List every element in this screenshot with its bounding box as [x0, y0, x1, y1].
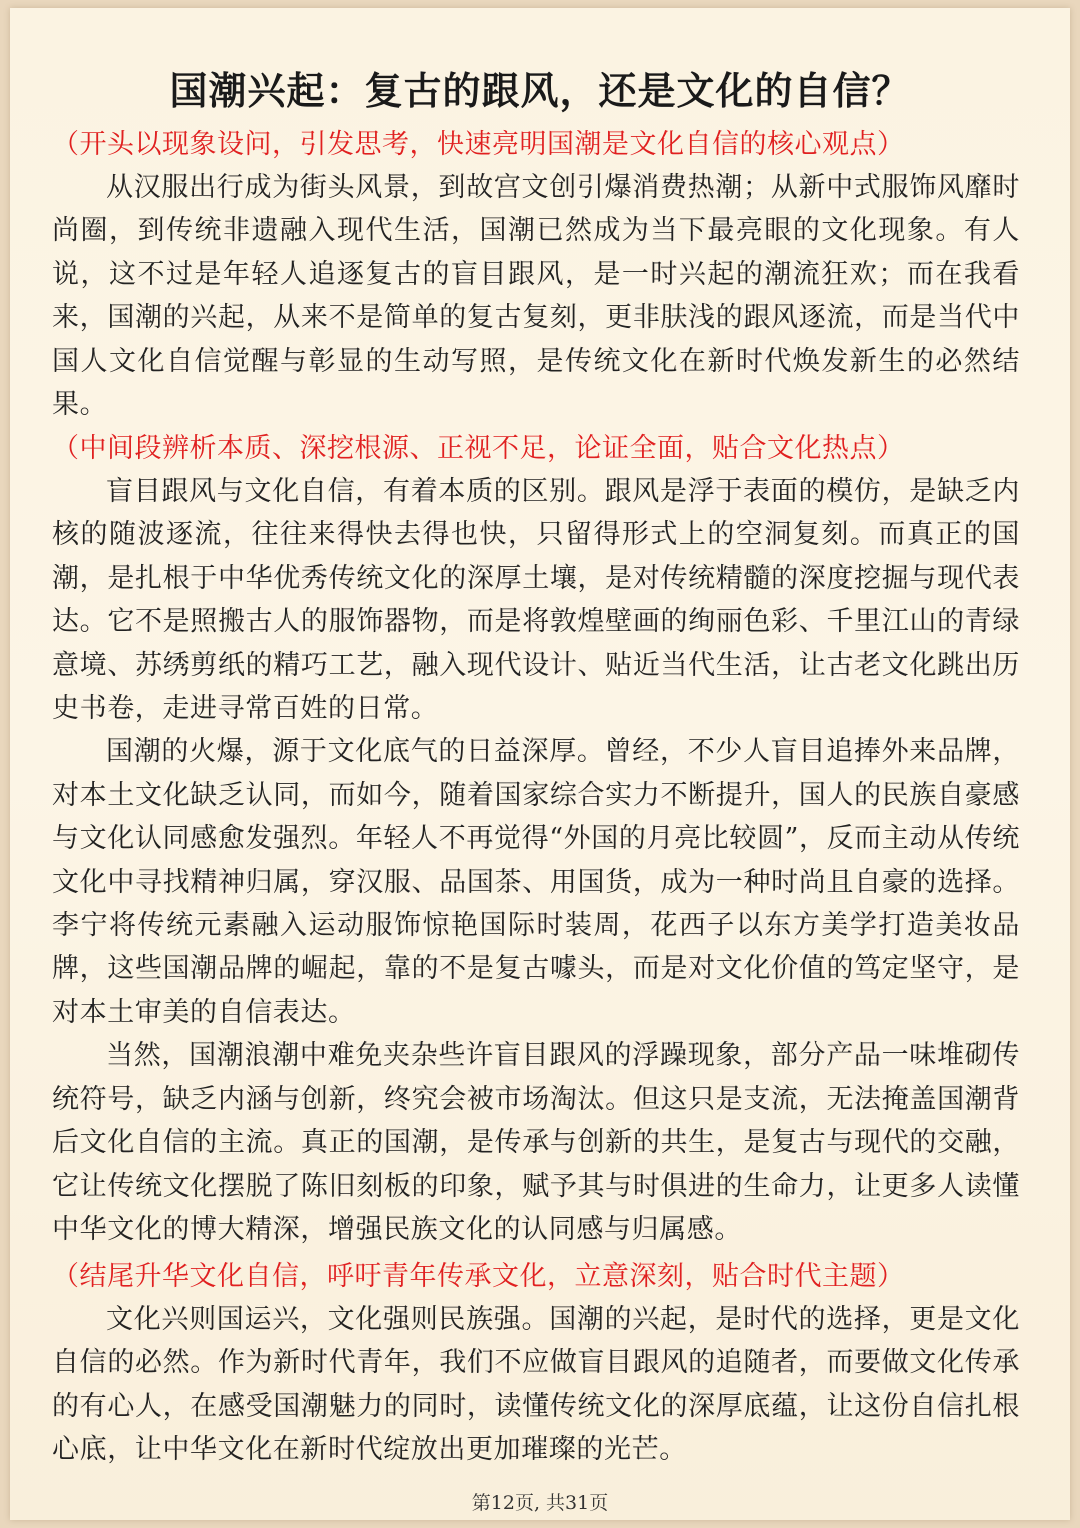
- paragraph-roots: 国潮的火爆，源于文化底气的日益深厚。曾经，不少人盲目追捧外来品牌，对本土文化缺乏认同，而如今，随着国家综合实力不断提升，国人的民族自豪感与文化认同感愈发强烈。年轻人不再觉得“外国的月亮比较圆”，反而主动从传统文化中寻找精神归属，穿汉服、品国茶、用国货，成为一种时尚且自豪的选择。李宁将传统元素融入运动服饰惊艳国际时装周，花西子以东方美学打造美妆品牌，这些国潮品牌的崛起，靠的不是复古噱头，而是对文化价值的笃定坚守，是对本土审美的自信表达。: [52, 736, 1020, 1028]
- page-number: 第12页, 共31页: [471, 1492, 609, 1514]
- paragraph-conclusion: 文化兴则国运兴，文化强则民族强。国潮的兴起，是时代的选择，更是文化自信的必然。作为新时代青年，我们不应做盲目跟风的追随者，而要做文化传承的有心人，在感受国潮魅力的同时，读懂传统文化的深厚底蕴，让这份自信扎根心底，让中华文化在新时代绽放出更加璀璨的光芒。: [52, 1304, 1020, 1466]
- conclusion-section: [52, 1256, 1020, 1472]
- conclusion-annotation: （结尾升华文化自信，呼吁青年传承文化，立意深刻，贴合时代主题）: [52, 1261, 905, 1292]
- paragraph-intro: 从汉服出行成为街头风景，到故宫文创引爆消费热潮；从新中式服饰风靡时尚圈，到传统非遗融入现代生活，国潮已然成为当下最亮眼的文化现象。有人说，这不过是年轻人追逐复古的盲目跟风，是一时兴起的潮流狂欢；而在我看来，国潮的兴起，从来不是简单的复古复刻，更非肤浅的跟风逐流，而是当代中国人文化自信觉醒与彰显的生动写照，是传统文化在新时代焕发新生的必然结果。: [52, 172, 1020, 421]
- article-title: 国潮兴起：复古的跟风，还是文化的自信？: [169, 68, 911, 113]
- body-annotation: （中间段辨析本质、深挖根源、正视不足，论证全面，贴合文化热点）: [52, 433, 905, 464]
- paragraph-shortcomings: 当然，国潮浪潮中难免夹杂些许盲目跟风的浮躁现象，部分产品一味堆砌传统符号，缺乏内涵与创新，终究会被市场淘汰。但这只是支流，无法掩盖国潮背后文化自信的主流。真正的国潮，是传承与创新的共生，是复古与现代的交融，它让传统文化摆脱了陈旧刻板的印象，赋予其与时俱进的生命力，让更多人读懂中华文化的博大精深，增强民族文化的认同感与归属感。: [52, 1040, 1020, 1245]
- paragraph-essence: 盲目跟风与文化自信，有着本质的区别。跟风是浮于表面的模仿，是缺乏内核的随波逐流，往往来得快去得也快，只留得形式上的空洞复刻。而真正的国潮，是扎根于中华优秀传统文化的深厚土壤，是对传统精髓的深度挖掘与现代表达。它不是照搬古人的服饰器物，而是将敦煌壁画的绚丽色彩、千里江山的青绿意境、苏绣剪纸的精巧工艺，融入现代设计、贴近当代生活，让古老文化跳出历史书卷，走进寻常百姓的日常。: [52, 476, 1020, 725]
- body-section: [52, 428, 1020, 1251]
- document-page: [10, 8, 1070, 1520]
- intro-annotation: （开头以现象设问，引发思考，快速亮明国潮是文化自信的核心观点）: [52, 129, 905, 160]
- intro-section: [52, 124, 1020, 426]
